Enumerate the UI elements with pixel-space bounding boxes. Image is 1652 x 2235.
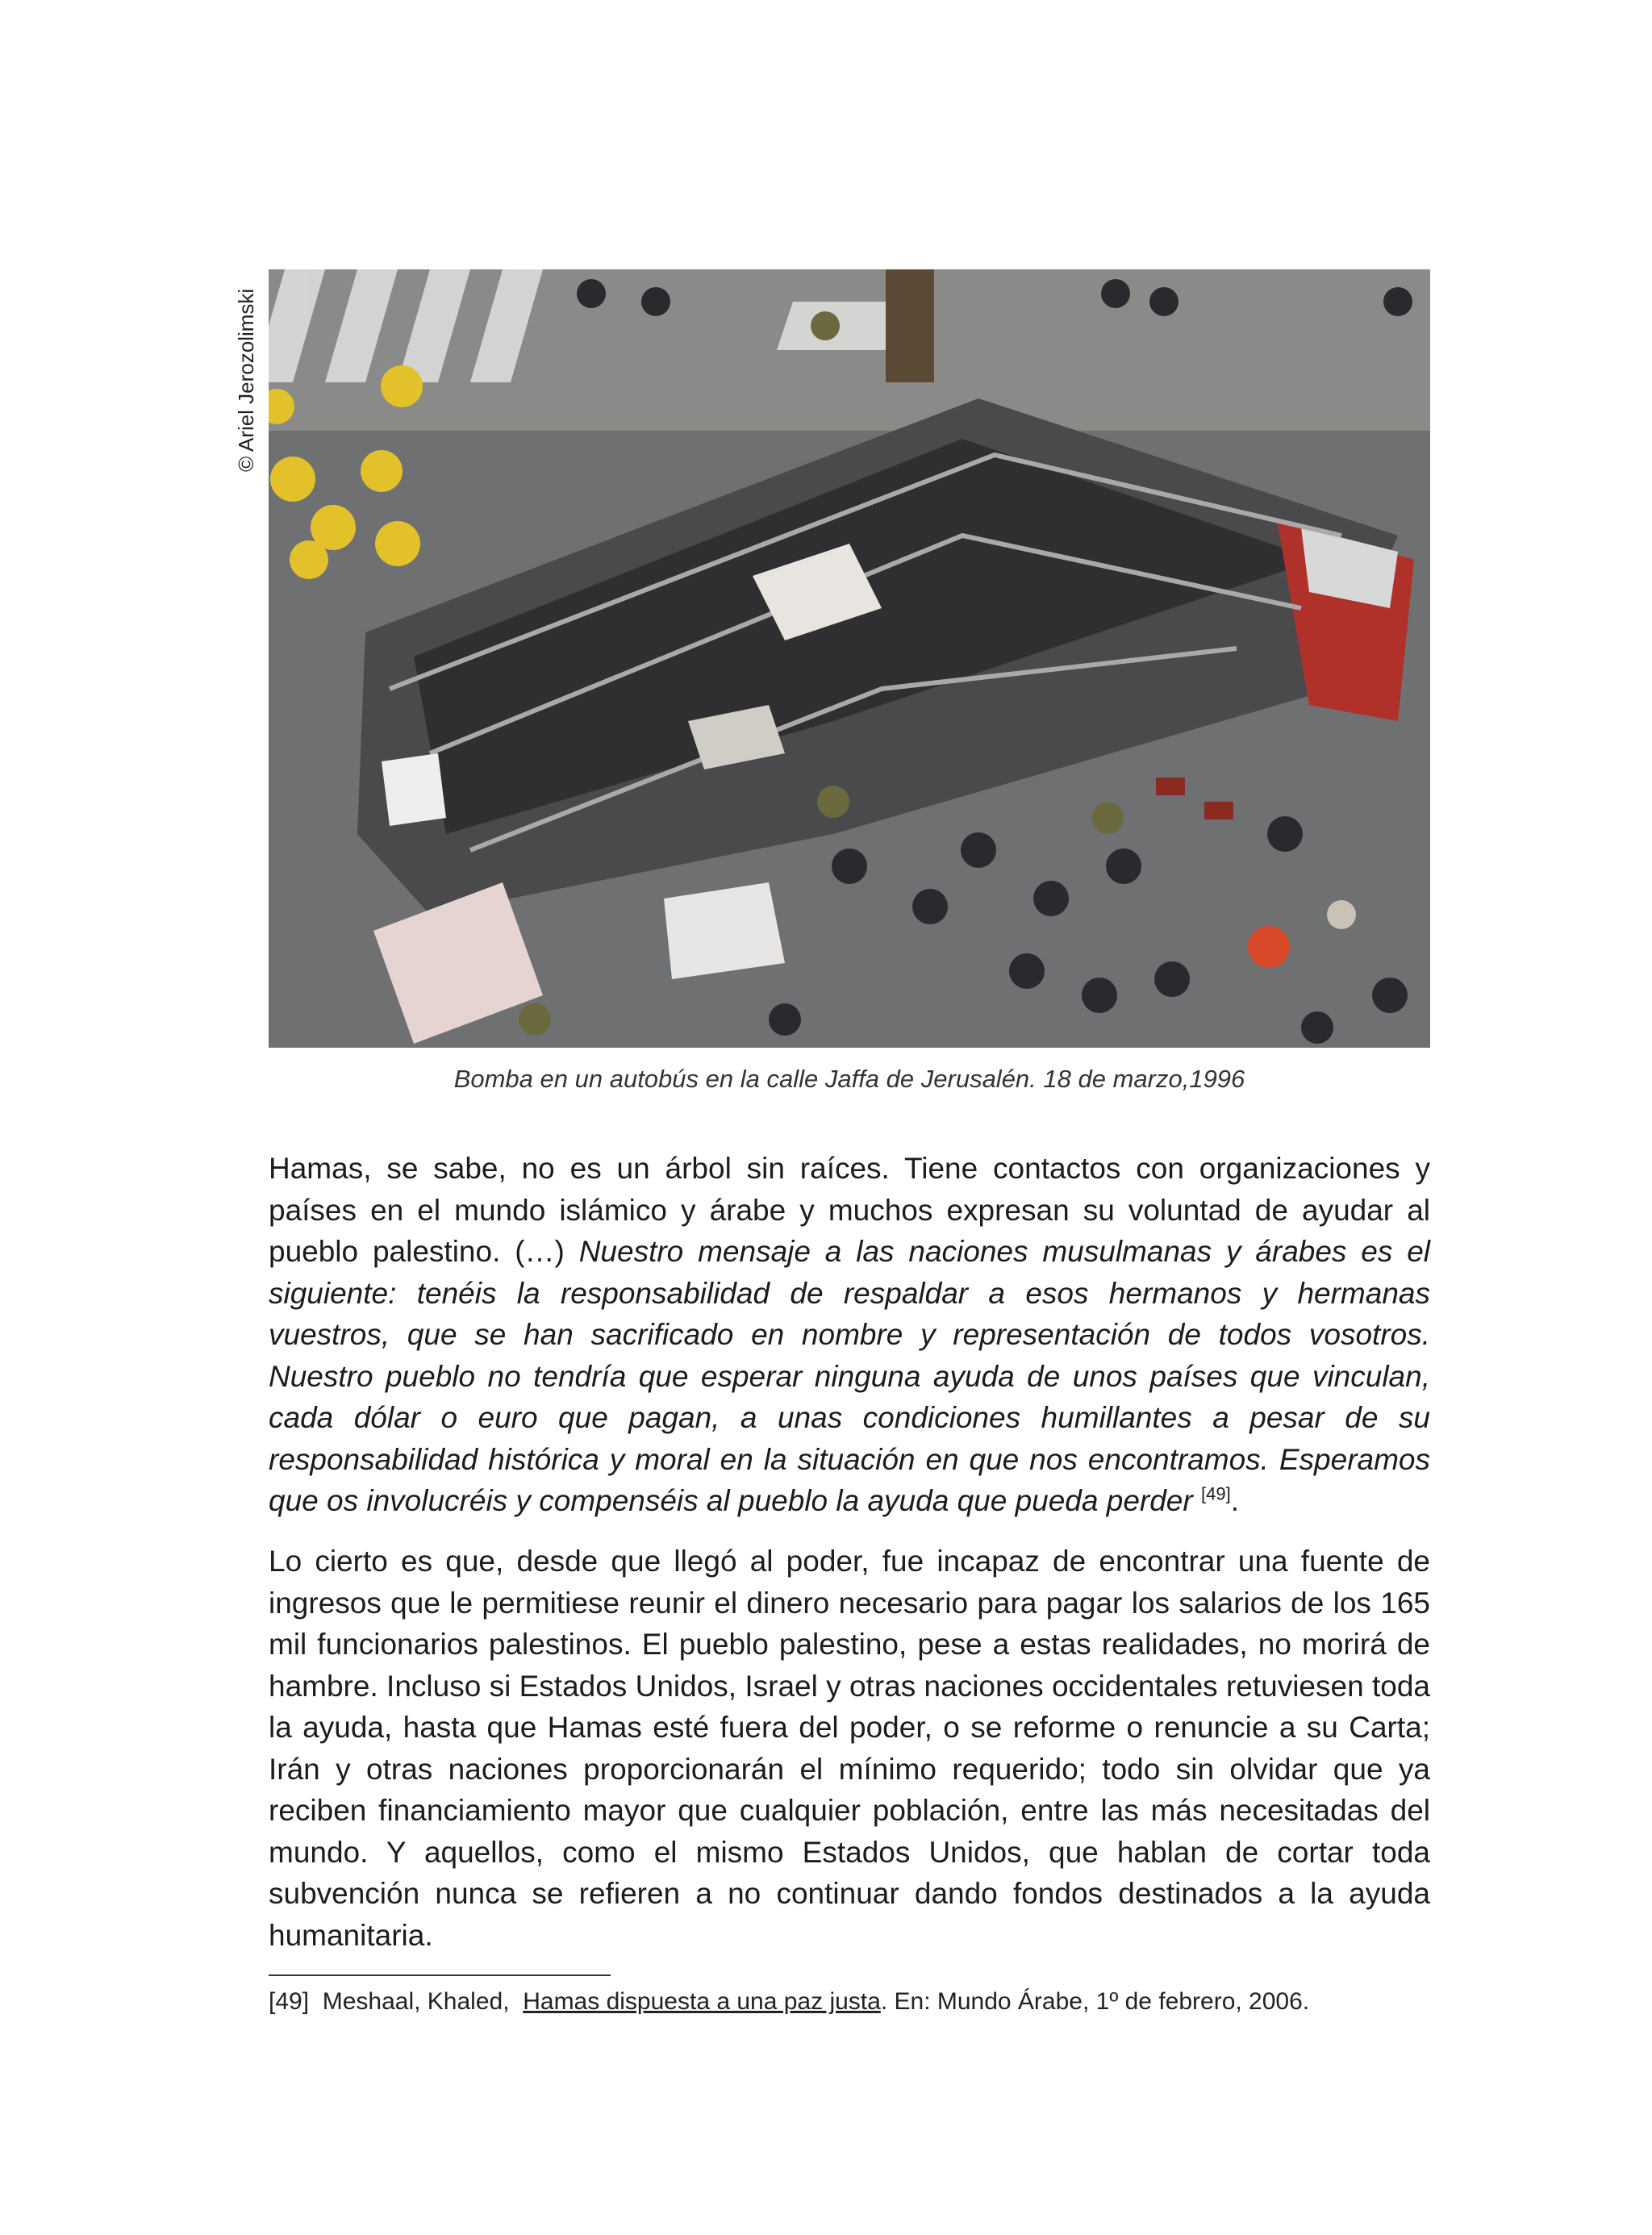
footnote-source: . En: Mundo Árabe, 1º de febrero, 2006. — [880, 1988, 1310, 2015]
paragraph-1-quote: Nuestro mensaje a las naciones musulmanas y árabes es el siguiente: tenéis la responsabilidad de respaldar a esos hermanos y hermanas vuestros, que se han sacrificado en nombre y representación de todos vosotros. Nuestro pueblo no tendría que esperar ninguna ayuda de unos países que vinculan, cada dólar o euro que pagan, a unas condiciones humillantes a pesar de su responsabilidad histórica y moral en la situación en que nos encontramos. Esperamos que os involucréis y compenséis al pueblo la ayuda que pueda perder — [269, 1235, 1431, 1517]
footnote — [269, 1988, 1430, 2016]
bombed-bus-photo — [269, 269, 1430, 1048]
paragraph-2: Lo cierto es que, desde que llegó al poder, fue incapaz de encontrar una fuente de ingresos que le permitiese reunir el dinero necesario para pagar los salarios de los 165 mil funcionarios palestinos. El pueblo palestino, pese a estas realidades, no morirá de hambre. Incluso si Estados Unidos, Israel y otras naciones occidentales retuviesen toda la ayuda, hasta que Hamas esté fuera del poder, o se reforme o renuncie a su Carta; Irán y otras naciones proporcionarán el mínimo requerido; todo sin olvidar que ya reciben financiamiento mayor que cualquier población, entre las más necesitadas del mundo. Y aquellos, como el mismo Estados Unidos, que hablan de cortar toda subvención nunca se refieren a no continuar dando fondos destinados a la ayuda humanitaria. — [269, 1545, 1430, 1952]
footnote-divider — [269, 1974, 611, 1976]
paragraph-1 — [269, 1148, 1430, 1522]
footnote-reference[interactable]: [49] — [1200, 1483, 1231, 1504]
photo-caption: Bomba en un autobús en la calle Jaffa de Jerusalén. 18 de marzo,1996 — [453, 1065, 1245, 1093]
footnote-author: Meshaal, Khaled, — [322, 1988, 516, 2015]
paragraph-1-text: Hamas, se sabe, no es un árbol sin raíces. Tiene contactos con organizaciones y países en el mundo islámico y árabe y muchos expresan su voluntad de ayudar al pueblo palestino. (…) — [269, 1152, 1430, 1268]
paragraph-1-end: . — [1230, 1484, 1239, 1517]
photo-illustration — [269, 269, 1430, 1048]
footnote-title-link[interactable]: Hamas dispuesta a una paz justa — [523, 1988, 881, 2015]
photo-credit: © Ariel Jerozolimski — [234, 288, 258, 472]
footnote-number: [49] — [269, 1988, 310, 2015]
